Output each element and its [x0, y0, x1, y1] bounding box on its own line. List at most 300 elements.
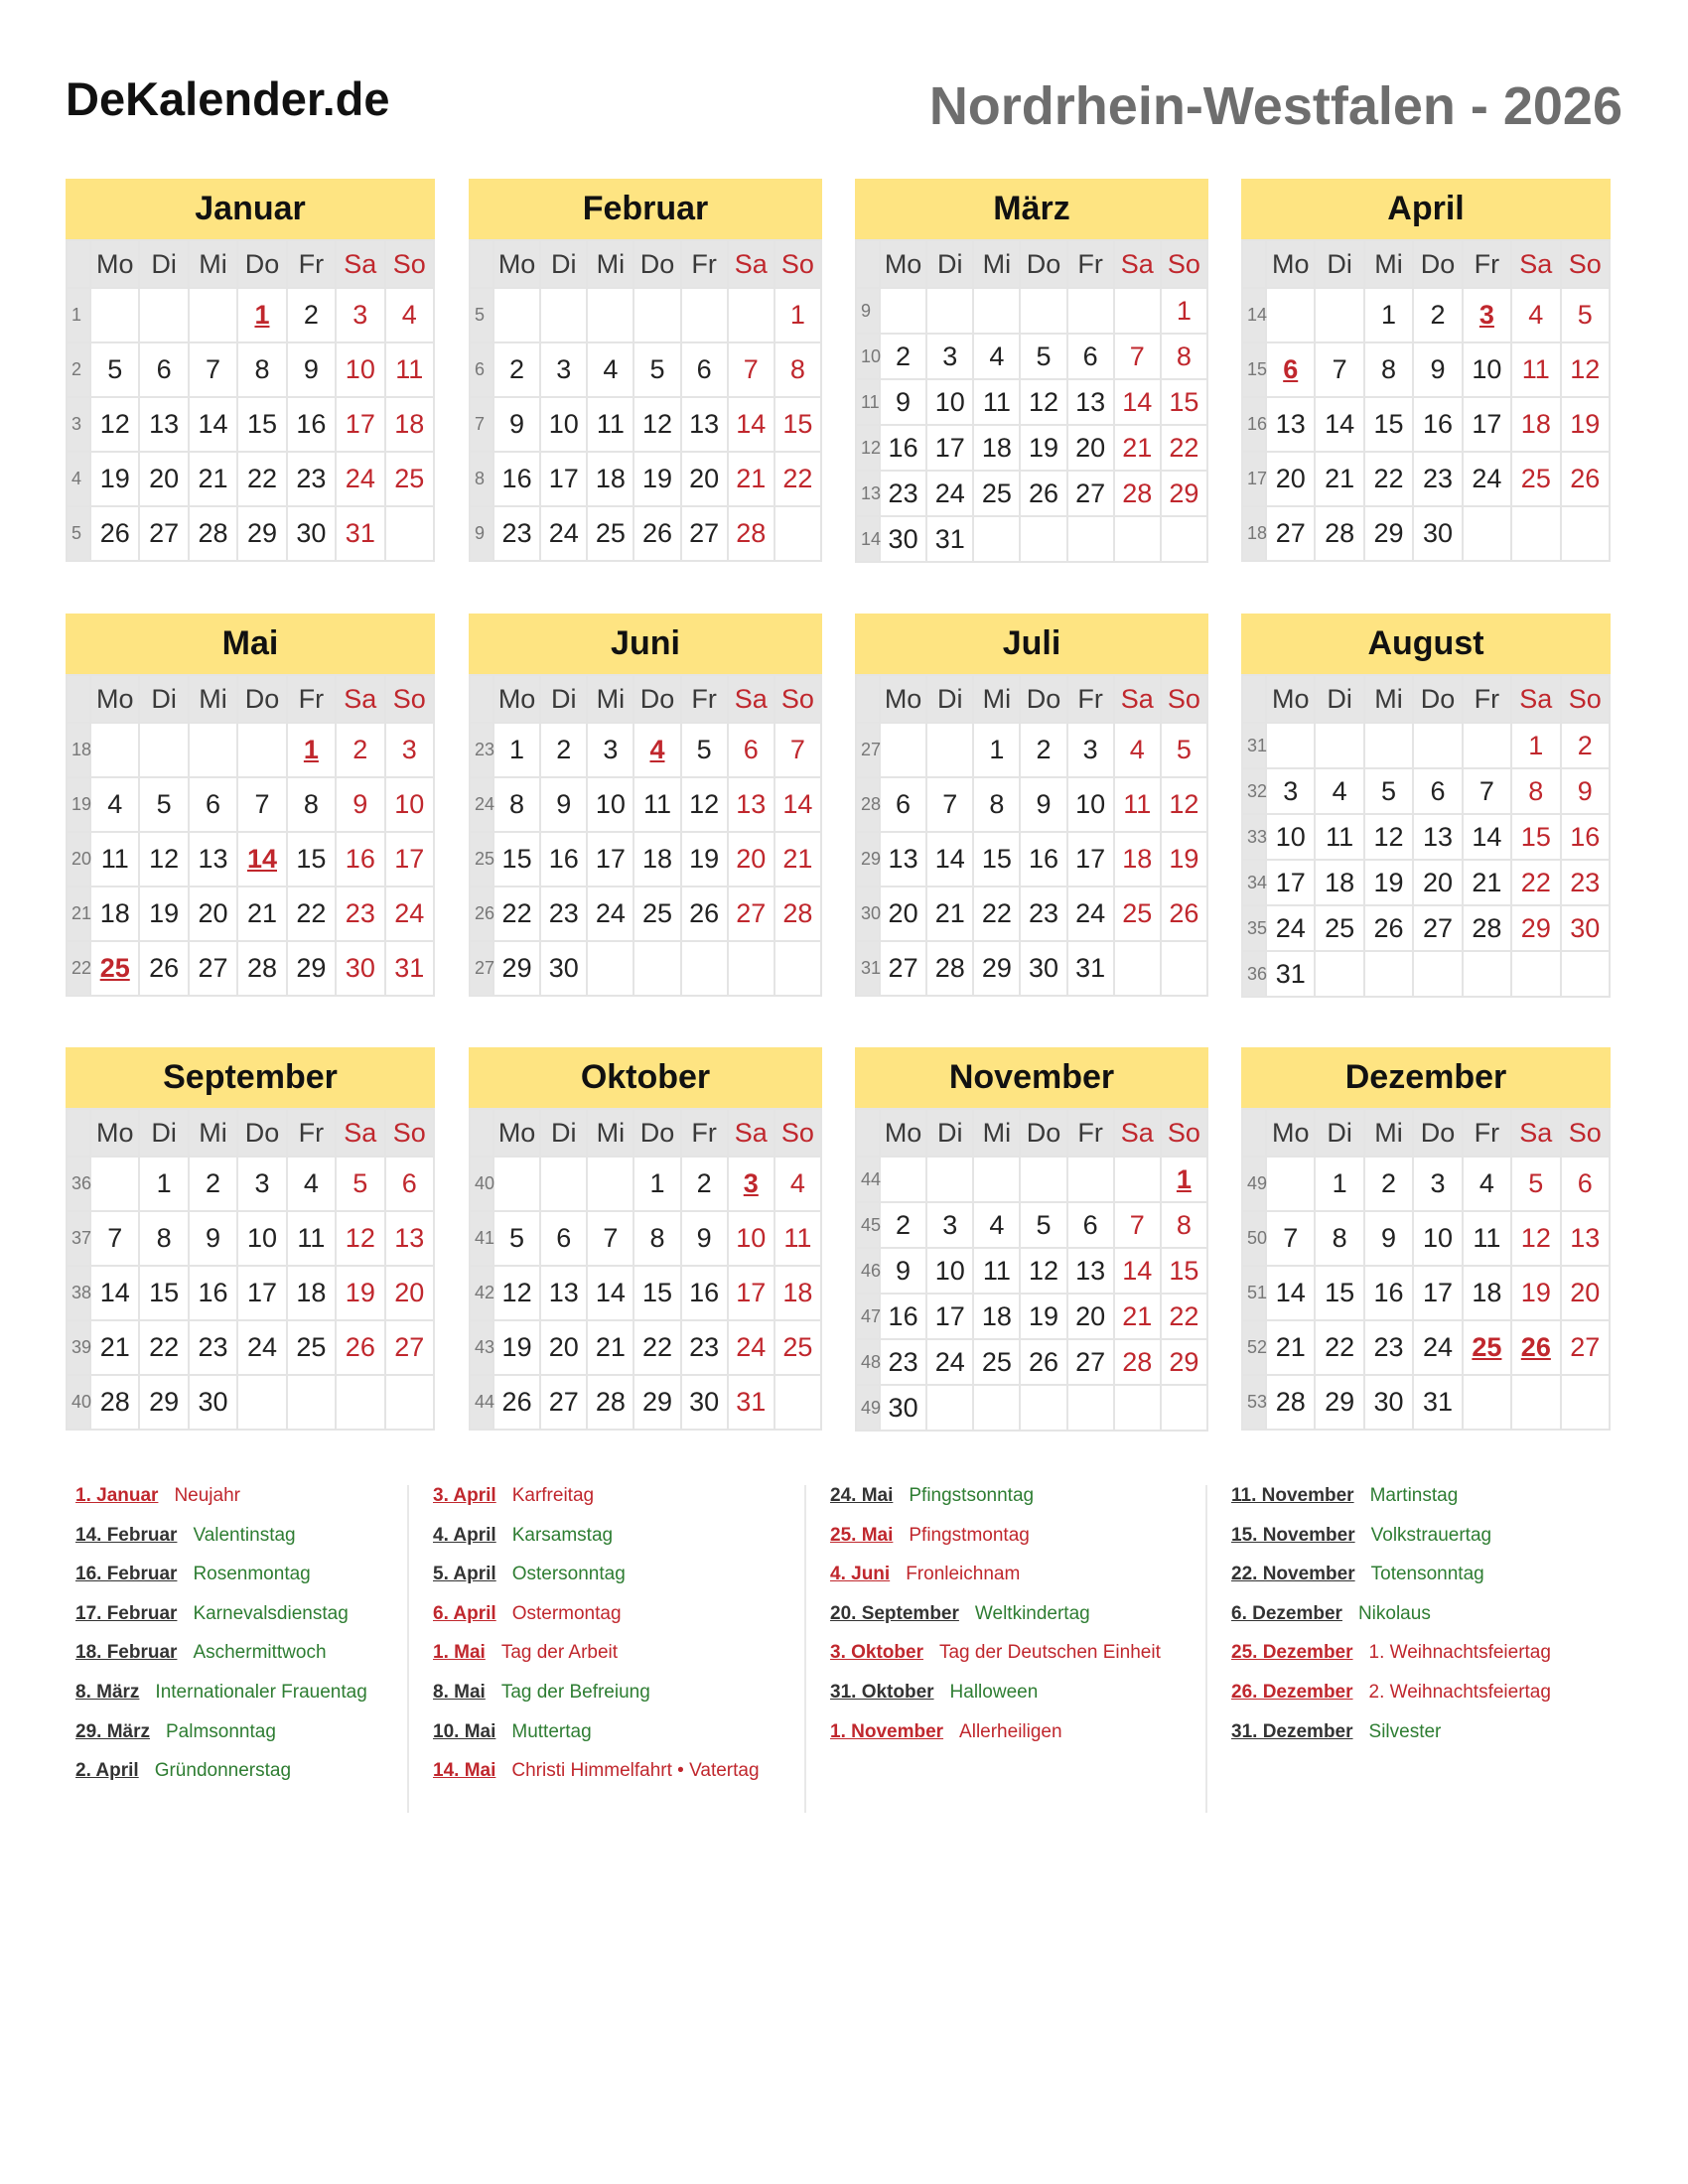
empty-cell: [681, 941, 728, 996]
day-cell: 6: [880, 777, 926, 832]
day-cell: 9: [189, 1211, 237, 1266]
weekday-header: Mo: [880, 240, 926, 288]
site-logo[interactable]: DeKalender.de: [66, 72, 390, 125]
week-number: 31: [856, 941, 880, 996]
day-cell: 19: [633, 452, 680, 506]
holiday-entry: [830, 1642, 1161, 1664]
week-number: 36: [67, 1157, 90, 1211]
day-cell: 4: [287, 1157, 336, 1211]
day-cell: 16: [493, 452, 540, 506]
week-row: [470, 832, 821, 887]
empty-cell: [880, 1157, 926, 1202]
holiday-name: Valentinstag: [193, 1524, 296, 1546]
week-row: [470, 1320, 821, 1375]
day-cell: 16: [1561, 814, 1610, 860]
week-number: 14: [1242, 288, 1266, 342]
day-cell: 10: [587, 777, 633, 832]
day-cell: 4: [1463, 1157, 1511, 1211]
empty-cell: [1266, 288, 1315, 342]
day-cell: 27: [1561, 1320, 1610, 1375]
week-row: [856, 1157, 1207, 1202]
week-row: [1242, 1320, 1610, 1375]
holiday-day-cell: 3: [1463, 288, 1511, 342]
empty-cell: [1067, 1385, 1114, 1431]
day-cell: 10: [385, 777, 434, 832]
holiday-name: Ostersonntag: [511, 1564, 626, 1585]
week-col-header: [856, 240, 880, 288]
day-cell: 14: [189, 397, 237, 452]
weekday-header: Do: [1020, 675, 1066, 723]
day-cell: 27: [385, 1320, 434, 1375]
day-cell: 14: [1266, 1266, 1315, 1320]
day-cell: 23: [681, 1320, 728, 1375]
day-cell: 23: [1020, 887, 1066, 941]
day-cell: 15: [287, 832, 336, 887]
week-number: 49: [1242, 1157, 1266, 1211]
week-col-header: [470, 240, 493, 288]
day-cell: 16: [1364, 1266, 1413, 1320]
weekday-header: Do: [633, 240, 680, 288]
empty-cell: [973, 516, 1020, 562]
week-number: 47: [856, 1294, 880, 1339]
day-cell: 12: [493, 1266, 540, 1320]
day-cell: 5: [633, 342, 680, 397]
day-cell: 22: [1161, 425, 1207, 471]
month-title: März: [855, 179, 1208, 239]
day-cell: 29: [237, 506, 286, 561]
weekday-header: Fr: [1067, 675, 1114, 723]
day-cell: 13: [139, 397, 188, 452]
holiday-name: Allerheiligen: [959, 1720, 1062, 1742]
holiday-entry: [75, 1642, 327, 1664]
empty-cell: [1161, 516, 1207, 562]
day-cell: 4: [1511, 288, 1560, 342]
day-cell: 23: [540, 887, 587, 941]
week-row: [470, 342, 821, 397]
week-row: [470, 288, 821, 342]
day-cell: 1: [973, 723, 1020, 777]
empty-cell: [633, 288, 680, 342]
day-cell: 26: [681, 887, 728, 941]
day-cell: 15: [1364, 397, 1413, 452]
day-cell: 18: [287, 1266, 336, 1320]
day-cell: 29: [633, 1375, 680, 1430]
day-cell: 3: [926, 1202, 973, 1248]
empty-cell: [1463, 506, 1511, 561]
day-cell: 7: [1114, 1202, 1161, 1248]
week-number: 36: [1242, 951, 1266, 997]
day-cell: 19: [493, 1320, 540, 1375]
day-cell: 28: [1114, 1339, 1161, 1385]
week-number: 8: [470, 452, 493, 506]
weekday-header: Di: [1315, 675, 1363, 723]
month-grid: [66, 179, 1624, 1439]
week-number: 41: [470, 1211, 493, 1266]
day-cell: 28: [774, 887, 821, 941]
week-number: 49: [856, 1385, 880, 1431]
empty-cell: [1364, 951, 1413, 997]
day-cell: 24: [926, 471, 973, 516]
day-cell: 31: [385, 941, 434, 996]
day-cell: 15: [237, 397, 286, 452]
holiday-day-cell: 3: [728, 1157, 774, 1211]
empty-cell: [1161, 1385, 1207, 1431]
week-row: [856, 1248, 1207, 1294]
day-cell: 26: [1161, 887, 1207, 941]
weekday-header: So: [1561, 675, 1610, 723]
weekday-header: Sa: [336, 1109, 384, 1157]
week-row: [1242, 723, 1610, 768]
day-cell: 31: [926, 516, 973, 562]
empty-cell: [385, 1375, 434, 1430]
day-cell: 5: [1364, 768, 1413, 814]
weekday-header: Di: [1315, 1109, 1363, 1157]
week-row: [67, 1375, 434, 1430]
day-cell: 26: [139, 941, 188, 996]
weekday-header: Sa: [1114, 240, 1161, 288]
empty-cell: [1511, 951, 1560, 997]
day-cell: 18: [1315, 860, 1363, 905]
day-cell: 27: [540, 1375, 587, 1430]
week-number: 12: [856, 425, 880, 471]
holiday-entry: [433, 1525, 613, 1547]
day-cell: 11: [90, 832, 139, 887]
day-cell: 2: [1020, 723, 1066, 777]
holiday-date: 25. Mai: [830, 1524, 894, 1546]
empty-cell: [926, 1157, 973, 1202]
day-cell: 24: [1413, 1320, 1462, 1375]
week-row: [67, 1211, 434, 1266]
empty-cell: [1114, 288, 1161, 334]
day-cell: 21: [587, 1320, 633, 1375]
day-cell: 2: [681, 1157, 728, 1211]
day-cell: 30: [1020, 941, 1066, 996]
week-row: [67, 1157, 434, 1211]
holiday-date: 16. Februar: [75, 1564, 178, 1585]
day-cell: 1: [139, 1157, 188, 1211]
day-cell: 13: [1561, 1211, 1610, 1266]
day-cell: 13: [728, 777, 774, 832]
day-cell: 27: [880, 941, 926, 996]
holiday-entry: [75, 1721, 276, 1743]
day-cell: 27: [139, 506, 188, 561]
day-cell: 19: [336, 1266, 384, 1320]
empty-cell: [774, 506, 821, 561]
weekday-header: Di: [139, 1109, 188, 1157]
day-cell: 28: [1315, 506, 1363, 561]
day-cell: 29: [1161, 471, 1207, 516]
day-cell: 14: [774, 777, 821, 832]
holiday-entry: [1231, 1603, 1431, 1625]
empty-cell: [1315, 288, 1363, 342]
holiday-entry: [830, 1485, 1034, 1507]
day-cell: 15: [973, 832, 1020, 887]
day-cell: 21: [189, 452, 237, 506]
weekday-header: Fr: [287, 240, 336, 288]
day-cell: 23: [287, 452, 336, 506]
holiday-date: 26. Dezember: [1231, 1682, 1353, 1703]
week-row: [856, 1294, 1207, 1339]
weekday-header: Fr: [287, 675, 336, 723]
day-cell: 20: [728, 832, 774, 887]
holiday-day-cell: 14: [237, 832, 286, 887]
day-cell: 22: [1315, 1320, 1363, 1375]
day-cell: 26: [336, 1320, 384, 1375]
empty-cell: [1114, 941, 1161, 996]
empty-cell: [973, 1157, 1020, 1202]
holiday-date: 3. April: [433, 1485, 496, 1506]
day-cell: 29: [1511, 905, 1560, 951]
empty-cell: [1561, 951, 1610, 997]
week-number: 44: [470, 1375, 493, 1430]
week-number: 32: [1242, 768, 1266, 814]
week-row: [67, 342, 434, 397]
day-cell: 16: [336, 832, 384, 887]
day-cell: 17: [385, 832, 434, 887]
day-cell: 31: [1067, 941, 1114, 996]
week-number: 21: [67, 887, 90, 941]
weekday-header: Mo: [90, 675, 139, 723]
week-number: 18: [1242, 506, 1266, 561]
weekday-header: Mi: [189, 240, 237, 288]
weekday-header: Mo: [493, 675, 540, 723]
empty-cell: [1114, 516, 1161, 562]
week-number: 52: [1242, 1320, 1266, 1375]
day-cell: 7: [1463, 768, 1511, 814]
day-cell: 5: [1020, 1202, 1066, 1248]
day-cell: 10: [540, 397, 587, 452]
month-august: [1241, 614, 1611, 998]
holiday-entry: [433, 1760, 760, 1782]
day-cell: 22: [493, 887, 540, 941]
day-cell: 1: [1161, 288, 1207, 334]
day-cell: 5: [1020, 334, 1066, 379]
empty-cell: [1067, 516, 1114, 562]
holiday-date: 22. November: [1231, 1564, 1355, 1585]
week-row: [856, 471, 1207, 516]
day-cell: 15: [1315, 1266, 1363, 1320]
weekday-header: Fr: [1067, 1109, 1114, 1157]
day-cell: 23: [1561, 860, 1610, 905]
weekday-header: Sa: [1511, 675, 1560, 723]
day-cell: 21: [90, 1320, 139, 1375]
day-cell: 25: [1511, 452, 1560, 506]
day-cell: 3: [385, 723, 434, 777]
weekday-header: Mi: [189, 675, 237, 723]
week-number: 34: [1242, 860, 1266, 905]
week-col-header: [470, 675, 493, 723]
empty-cell: [493, 1157, 540, 1211]
weekday-header: Sa: [1511, 1109, 1560, 1157]
day-cell: 10: [1067, 777, 1114, 832]
day-cell: 23: [1364, 1320, 1413, 1375]
day-cell: 5: [1161, 723, 1207, 777]
month-title: Juni: [469, 614, 822, 674]
day-cell: 5: [1511, 1157, 1560, 1211]
day-cell: 20: [540, 1320, 587, 1375]
day-cell: 21: [1114, 1294, 1161, 1339]
empty-cell: [1114, 1385, 1161, 1431]
day-cell: 25: [633, 887, 680, 941]
weekday-header: Sa: [728, 240, 774, 288]
day-cell: 7: [1315, 342, 1363, 397]
empty-cell: [1511, 1375, 1560, 1430]
day-cell: 23: [1413, 452, 1462, 506]
day-cell: 12: [90, 397, 139, 452]
day-cell: 25: [1315, 905, 1363, 951]
weekday-header: Do: [1413, 675, 1462, 723]
weekday-header: Di: [540, 240, 587, 288]
day-cell: 30: [540, 941, 587, 996]
day-cell: 12: [1364, 814, 1413, 860]
day-cell: 9: [287, 342, 336, 397]
day-cell: 14: [1114, 1248, 1161, 1294]
day-cell: 22: [973, 887, 1020, 941]
weekday-header: Di: [926, 240, 973, 288]
weekday-header: Fr: [1067, 240, 1114, 288]
week-number: 51: [1242, 1266, 1266, 1320]
holiday-entry: [1231, 1721, 1441, 1743]
week-number: 18: [67, 723, 90, 777]
holiday-entry: [1231, 1682, 1551, 1704]
empty-cell: [1561, 1375, 1610, 1430]
day-cell: 18: [774, 1266, 821, 1320]
month-title: Februar: [469, 179, 822, 239]
month-november: [855, 1047, 1208, 1432]
week-number: 9: [856, 288, 880, 334]
day-cell: 24: [385, 887, 434, 941]
week-row: [856, 379, 1207, 425]
empty-cell: [1463, 1375, 1511, 1430]
weekday-header: So: [385, 1109, 434, 1157]
holiday-entry: [1231, 1642, 1551, 1664]
empty-cell: [1315, 723, 1363, 768]
day-cell: 29: [287, 941, 336, 996]
week-row: [856, 777, 1207, 832]
empty-cell: [1511, 506, 1560, 561]
empty-cell: [1161, 941, 1207, 996]
day-cell: 23: [880, 1339, 926, 1385]
day-cell: 8: [973, 777, 1020, 832]
day-cell: 6: [1067, 1202, 1114, 1248]
holiday-name: Internationaler Frauentag: [155, 1682, 367, 1703]
day-cell: 31: [1413, 1375, 1462, 1430]
day-cell: 16: [880, 1294, 926, 1339]
weekday-header: So: [1161, 240, 1207, 288]
day-cell: 11: [587, 397, 633, 452]
holiday-extra-name: • Vatertag: [671, 1760, 760, 1782]
week-number: 45: [856, 1202, 880, 1248]
weekday-header: Do: [1020, 1109, 1066, 1157]
day-cell: 20: [189, 887, 237, 941]
day-cell: 17: [1413, 1266, 1462, 1320]
holiday-entry: [830, 1564, 1020, 1585]
month-title: Juli: [855, 614, 1208, 674]
holiday-name: Neujahr: [174, 1485, 240, 1506]
holiday-name: Aschermittwoch: [193, 1642, 327, 1664]
week-number: 14: [856, 516, 880, 562]
empty-cell: [774, 941, 821, 996]
day-cell: 26: [1020, 471, 1066, 516]
day-cell: 5: [1561, 288, 1610, 342]
day-cell: 2: [880, 334, 926, 379]
week-number: 46: [856, 1248, 880, 1294]
day-cell: 21: [1114, 425, 1161, 471]
holiday-date: 15. November: [1231, 1524, 1355, 1546]
day-cell: 3: [1266, 768, 1315, 814]
weekday-header: Di: [139, 675, 188, 723]
day-cell: 6: [1067, 334, 1114, 379]
empty-cell: [90, 1157, 139, 1211]
empty-cell: [926, 288, 973, 334]
weekday-header: So: [1161, 1109, 1207, 1157]
weekday-header: Do: [237, 1109, 286, 1157]
day-cell: 22: [633, 1320, 680, 1375]
empty-cell: [1020, 516, 1066, 562]
holiday-name: Nikolaus: [1357, 1602, 1431, 1624]
day-cell: 11: [973, 1248, 1020, 1294]
day-cell: 6: [1561, 1157, 1610, 1211]
week-number: 25: [470, 832, 493, 887]
week-number: 40: [470, 1157, 493, 1211]
week-number: 3: [67, 397, 90, 452]
day-cell: 21: [237, 887, 286, 941]
week-row: [470, 887, 821, 941]
day-cell: 12: [1561, 342, 1610, 397]
day-cell: 5: [336, 1157, 384, 1211]
holiday-date: 8. Mai: [433, 1682, 486, 1703]
holiday-name: Gründonnerstag: [154, 1760, 292, 1782]
day-cell: 25: [287, 1320, 336, 1375]
day-cell: 7: [926, 777, 973, 832]
day-cell: 17: [728, 1266, 774, 1320]
weekday-header: Do: [1020, 240, 1066, 288]
day-cell: 30: [287, 506, 336, 561]
day-cell: 10: [1266, 814, 1315, 860]
week-col-header: [1242, 675, 1266, 723]
holiday-date: 18. Februar: [75, 1642, 178, 1664]
weekday-header: So: [385, 675, 434, 723]
holiday-name: Martinstag: [1369, 1485, 1459, 1506]
week-row: [856, 1202, 1207, 1248]
day-cell: 13: [1266, 397, 1315, 452]
day-cell: 28: [237, 941, 286, 996]
day-cell: 7: [90, 1211, 139, 1266]
day-cell: 11: [1511, 342, 1560, 397]
month-dezember: [1241, 1047, 1611, 1431]
day-cell: 26: [1561, 452, 1610, 506]
day-cell: 17: [926, 1294, 973, 1339]
week-row: [856, 516, 1207, 562]
day-cell: 24: [1463, 452, 1511, 506]
day-cell: 18: [973, 1294, 1020, 1339]
weekday-header: Mo: [880, 1109, 926, 1157]
empty-cell: [681, 288, 728, 342]
empty-cell: [1413, 723, 1462, 768]
day-cell: 9: [1561, 768, 1610, 814]
day-cell: 2: [1561, 723, 1610, 768]
day-cell: 3: [1067, 723, 1114, 777]
day-cell: 13: [189, 832, 237, 887]
day-cell: 20: [1266, 452, 1315, 506]
week-number: 15: [1242, 342, 1266, 397]
empty-cell: [540, 288, 587, 342]
empty-cell: [926, 723, 973, 777]
day-cell: 2: [540, 723, 587, 777]
day-cell: 12: [1161, 777, 1207, 832]
day-cell: 8: [774, 342, 821, 397]
weekday-header: So: [385, 240, 434, 288]
